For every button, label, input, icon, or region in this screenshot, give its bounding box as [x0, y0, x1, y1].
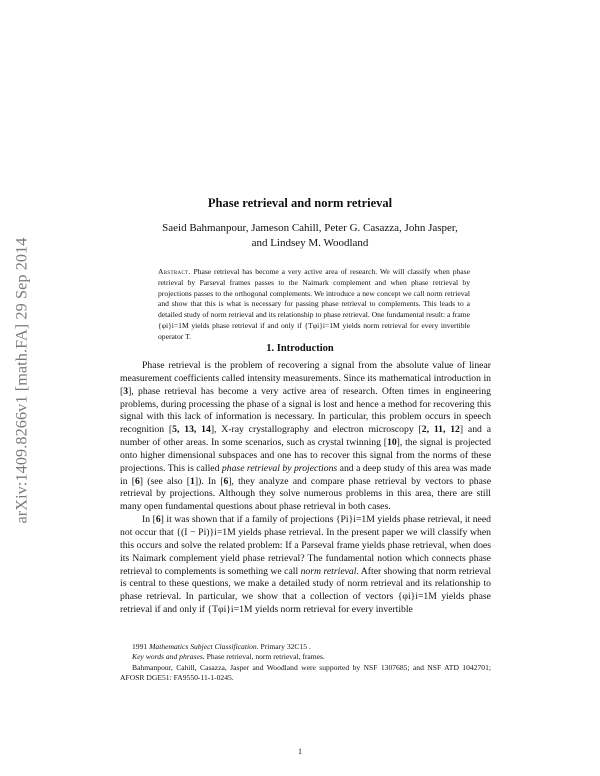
citation-link[interactable]: 6 [134, 475, 140, 487]
citation-link[interactable]: 6 [155, 514, 161, 526]
keywords-label: Key words and phrases. [132, 652, 205, 662]
arxiv-stamp-text: arXiv:1409.8266v1 [math.FA] 29 Sep 2014 [12, 237, 31, 523]
text-run: Phase retrieval is the problem of recovering a signal from the absolute value of linear measurement coefficients called intensity measurements. Since its mathematical introduction in [ [120, 360, 491, 397]
abstract [158, 267, 470, 343]
citation-link[interactable]: 6 [223, 475, 229, 487]
citation-link[interactable]: 2, 11, 12 [421, 424, 460, 436]
text-run: ], phase retrieval has become a very active area of research. Often times in engineering problems, during processing the phase of a signal is lost and hence a method for recovering this signal with this lack of information is necessary. In particular, this problem occurs in speech recognition [ [120, 385, 491, 436]
text-run: ], they analyze and compare phase retrieval by vectors to phase retrieval by projections. Although they solve numerous problems in this area, there are still many open fundamental questions about phase retrieval in both cases. [120, 475, 492, 513]
text-run: ], the signal is projected onto higher dimensional subspaces and one has to recover this signal from the norms of these projections. This is called [120, 437, 491, 474]
footnote-msc [120, 642, 491, 652]
paragraph-1 [120, 360, 491, 514]
citation-link[interactable]: 3 [123, 385, 129, 397]
arxiv-stamp [6, 180, 38, 580]
section-title: Introduction [276, 343, 334, 354]
abstract-label: Abstract. [158, 267, 191, 276]
section-number: 1. [266, 343, 275, 354]
text-run: and a deep study of this area was made in [ [120, 462, 491, 487]
body-text [120, 360, 491, 617]
msc-value: Primary 32C15 . [260, 642, 311, 651]
text-run: ] (see also [ [139, 475, 191, 487]
authors-line-2: and Lindsey M. Woodland [251, 237, 369, 249]
paper-title: Phase retrieval and norm retrieval [207, 196, 393, 210]
authors-line-1: Saeid Bahmanpour, Jameson Cahill, Peter G. Casazza, John Jasper, [162, 222, 458, 234]
text-run: ]). In [ [194, 475, 224, 487]
msc-year: 1991 [132, 642, 148, 651]
paragraph-2 [120, 514, 491, 617]
text-run: ] and a number of other areas. In some scenarios, such as crystal twinning [ [120, 424, 492, 449]
footnote-keywords [120, 652, 491, 662]
abstract-text: Phase retrieval has become a very active area of research. We will classify when phase retrieval by Parseval frames passes to the Naimark complement and when phase retrieval by projections passes to the orthogonal complements. We introduce a new concept we call norm retrieval and show that this is what is necessary for passing phase retrieval to complements. This leads to a detailed study of norm retrieval and its relationship to phase retrieval. One fundamental result: a frame {φi}i=1M yields phase retrieval if and only if {Tφi}i=1M yields norm retrieval for every invertible operator T. [158, 267, 470, 341]
msc-label: Mathematics Subject Classification. [149, 642, 259, 651]
section-heading [0, 343, 600, 354]
author-list [150, 221, 470, 251]
keywords-value: Phase retrieval, norm retrieval, frames. [206, 652, 325, 662]
citation-link[interactable]: 1 [190, 475, 195, 487]
text-run: . After showing that norm retrieval is central to these questions, we make a detailed study of norm retrieval and its relationship to phase retrieval. In particular, we show that a collection of vectors {φi}i=1M yields phase retrieval if and only if {Tφi}i=1M yields norm retrieval for every invertible [120, 565, 492, 616]
text-run: ], X-ray crystallography and electron microscopy [ [210, 424, 422, 436]
page-number: 1 [298, 747, 302, 756]
footnote-support: Bahmanpour, Cahill, Casazza, Jasper and Woodland were supported by NSF 1307685; and NSF ATD 1042701; AFOSR DGE51: FA9550-11-1-0245. [120, 662, 491, 682]
emphasis: phase retrieval by projections [221, 462, 338, 474]
citation-link[interactable]: 10 [386, 437, 397, 449]
text-run: In [ [142, 514, 156, 526]
citation-link[interactable]: 5, 13, 14 [172, 424, 211, 436]
emphasis: norm retrieval [300, 565, 357, 577]
footnotes [120, 642, 491, 683]
text-run: ] it was shown that if a family of projections {Pi}i=1M yields phase retrieval, it need not occur that {(I − Pi)}i=1M yields phase retrieval. In the present paper we will classify when this occurs and solve the related problem: If a Parseval frame yields phase retrieval, when does its Naimark complement yield phase retrieval? The fundamental notion which connects phase retrieval to complements is something we call [120, 514, 492, 577]
